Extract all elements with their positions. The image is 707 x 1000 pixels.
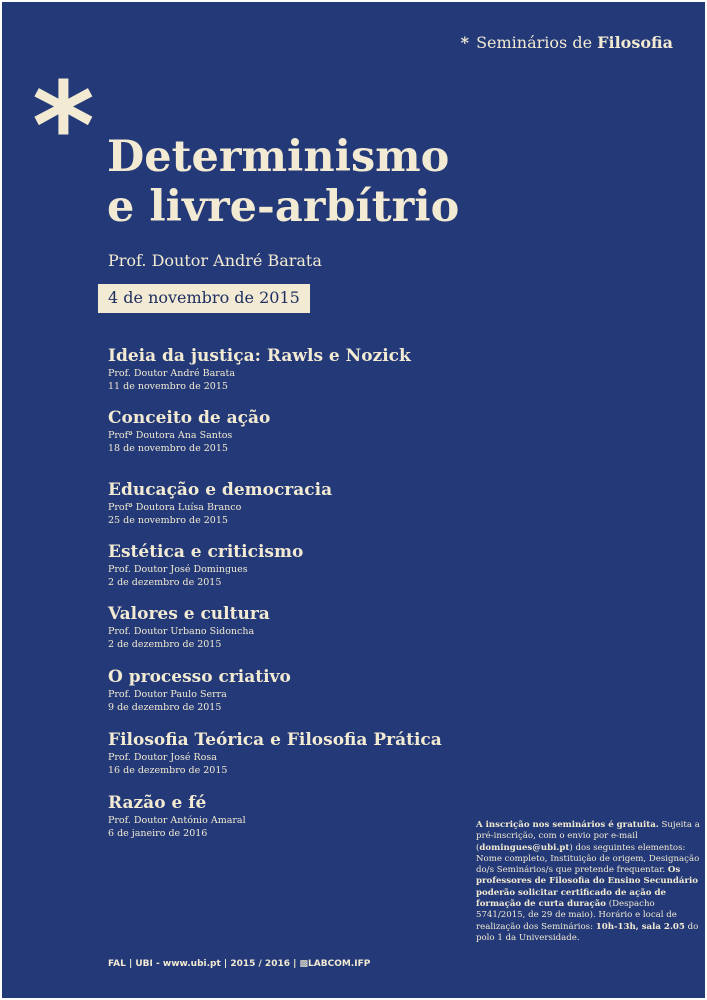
registration-info (476, 820, 701, 944)
seminar-item (108, 729, 442, 777)
seminar-date: 18 de novembro de 2015 (108, 443, 228, 454)
seminar-date: 16 de dezembro de 2015 (108, 765, 228, 776)
page-title (107, 132, 459, 232)
seminar-date: 2 de dezembro de 2015 (108, 639, 222, 650)
seminar-speaker: Prof. Doutor Urbano Sidoncha (108, 626, 255, 637)
seminar-title: Razão e fé (108, 793, 207, 813)
footer-credits: FAL | UBI - www.ubi.pt | 2015 / 2016 | ▩LABCOM.IFP (108, 959, 371, 969)
seminar-item (108, 603, 270, 651)
main-date-badge: 4 de novembro de 2015 (98, 284, 310, 313)
seminar-date: 11 de novembro de 2015 (108, 381, 228, 392)
seminar-speaker: Prof. Doutor André Barata (108, 368, 235, 379)
series-prefix: Seminários de (476, 33, 593, 52)
title-line-1: Determinismo (107, 132, 450, 182)
info-despacho: (Despacho 5741/2015, de 29 de maio). Horário e local de realização dos Seminários: (476, 899, 677, 932)
seminar-title: O processo criativo (108, 667, 291, 687)
seminar-title: Ideia da justiça: Rawls e Nozick (108, 346, 411, 366)
seminar-item (108, 345, 411, 393)
seminar-title: Educação e democracia (108, 480, 333, 500)
info-elements: ) dos seguintes elementos: Nome completo, Instituição de origem, Designação do/s Seminários/s que pretende frequentar. (476, 842, 700, 876)
series-header (461, 33, 673, 52)
seminar-item (108, 479, 332, 527)
seminar-item (108, 792, 246, 840)
info-email-link[interactable]: domingues@ubi.pt (479, 842, 570, 853)
seminar-title: Valores e cultura (108, 604, 270, 624)
main-speaker: Prof. Doutor André Barata (108, 251, 322, 270)
seminar-item (108, 541, 303, 589)
seminar-date: 25 de novembro de 2015 (108, 515, 228, 526)
info-location: do polo 1 da Universidade. (476, 921, 699, 943)
seminar-title: Estética e criticismo (108, 542, 304, 562)
info-preregistration: Sujeita a pré-inscrição, com o envio por e-mail ( (476, 820, 700, 853)
seminar-speaker: Profª Doutora Luísa Branco (108, 502, 242, 513)
title-line-2: e livre-arbítrio (107, 182, 460, 232)
large-asterisk-icon: * (32, 58, 95, 197)
seminar-speaker: Prof. Doutor Paulo Serra (108, 689, 227, 700)
poster (2, 2, 705, 998)
seminar-date: 9 de dezembro de 2015 (108, 702, 222, 713)
seminar-speaker: Prof. Doutor José Rosa (108, 752, 217, 763)
seminar-speaker: Prof. Doutor António Amaral (108, 815, 246, 826)
seminar-speaker: Prof. Doutor José Domingues (108, 564, 248, 575)
seminar-speaker: Profª Doutora Ana Santos (108, 430, 233, 441)
series-name: Filosofia (597, 33, 673, 52)
seminar-date: 6 de janeiro de 2016 (108, 828, 208, 839)
info-free-notice: A inscrição nos seminários é gratuita. (476, 820, 659, 830)
info-teachers-notice: Os professores de Filosofia do Ensino Secundário poderão solicitar certificado de ação de formação de curta duração (476, 865, 698, 910)
asterisk-icon: * (460, 33, 469, 52)
seminar-title: Filosofia Teórica e Filosofia Prática (108, 730, 442, 750)
seminar-item (108, 666, 291, 714)
seminar-title: Conceito de ação (108, 408, 271, 428)
seminar-date: 2 de dezembro de 2015 (108, 577, 222, 588)
seminar-item (108, 407, 270, 455)
info-schedule: 10h-13h, sala 2.05 (595, 921, 685, 932)
